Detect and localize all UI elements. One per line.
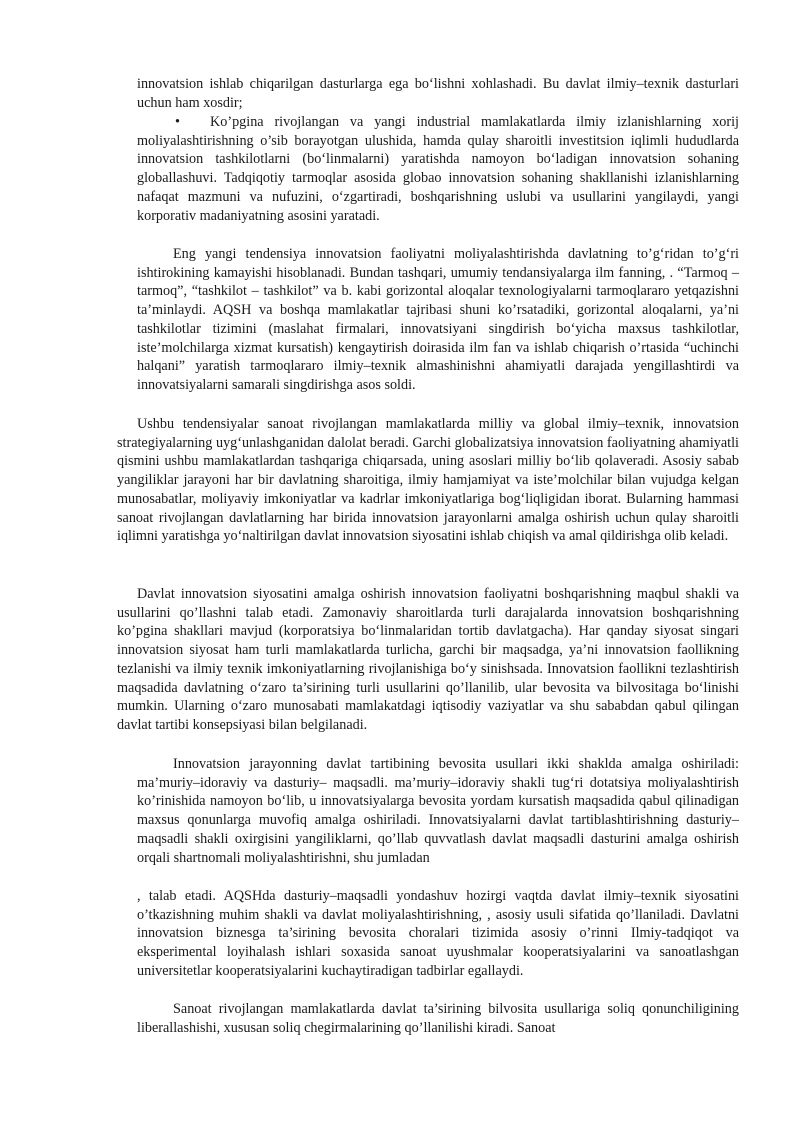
paragraph-7: , talab etadi. AQSHda dasturiy–maqsadli yondashuv hozirgi vaqtda davlat ilmiy–texnik siyosatini o’tkazishning muhim shakli va davlat moliyalashtirishning, , asosiy usuli sifatida qo’llaniladi. Davlatni innovatsion biznesga ta’sirining bevosita choralari tizimida asosiy o’rinni Ilmiy-tadqiqot va eksperimental loyihalash ishlari soxasida sanoat uyushmalar kooperatsiyalarini va sanoatlashgan universitetlar kooperatsiyalarini kuchaytiradigan tadbirlar egallaydi. — [137, 888, 739, 979]
paragraph-1: innovatsion ishlab chiqarilgan dasturlarga ega bo‘lishni xohlashadi. Bu davlat ilmiy–texnik dasturlari uchun ham xosdir; — [137, 76, 739, 111]
paragraph-5: Davlat innovatsion siyosatini amalga oshirish innovatsion faoliyatni boshqarishning maqbul shakli va usullarini qo’llashni talab etadi. Zamonaviy sharoitlarda turli darajalarda innovatsion boshqarishning ko’pgina shakllari mavjud (korporatsiya bo‘linmalaridan tortib davlatgacha). Har qanday siyosat singari innovatsion siyosat ham turli mamlakatlarda turlicha, garchi bir maqsadga, ya’ni innovatsion faollikning tezlanishi va ilmiy texnik imkoniyatlarning rivojlanishiga bo‘y sinishsada. Innovatsion faollikni tezlashtirish maqsadida davlatning o‘zaro ta’sirining turli usullarini qo’llanilib, ular bevosita va bilvositaga bo‘linishi mumkin. Ularning o‘zaro munosabati mamlakatdagi iqtisodiy vaziyatlar va shu sababdan qabul qilingan davlat tartibi konsepsiyasi bilan belgilanadi. — [117, 586, 739, 733]
paragraph-4: Ushbu tendensiyalar sanoat rivojlangan mamlakatlarda milliy va global ilmiy–texnik, innovatsion strategiyalarning uyg‘unlashganidan dalolat beradi. Garchi globalizatsiya innovatsion faoliyatning ahamiyatli qismini ushbu mamlakatlardan tashqariga chiqarsada, uning asoslari milliy bo‘lib qolaveradi. Asosiy sabab yangiliklar jarayoni har bir davlatning sharoitiga, ilmiy hamjamiyat va iste’molchilar bilan vujudga kelgan munosabatlar, moliyaviy imkoniyatlar va kadrlar imkoniyatlariga bog‘liqligidan iborat. Bularning hammasi sanoat rivojlangan davlatlarning har birida innovatsion jarayonlarni amalga oshirish uchun qulay sharoitli iqlimni yaratishga yo‘naltirilgan davlat innovatsion siyosatini ishlab chiqish va amal qildirishga olib keladi. — [117, 416, 739, 545]
paragraph-3: Eng yangi tendensiya innovatsion faoliyatni moliyalashtirishda davlatning to’g‘ridan to’g‘ri ishtirokining kamayishi hisoblanadi. Bundan tashqari, umumiy tendansiyalarga ilm fanning, . “Tarmoq – tarmoq”, “tashkilot – tashkilot” va b. kabi gorizontal aloqalar texnologiyalarni tarmoqlararo yetqazishni ta’minlaydi. AQSH va boshqa mamlakatlar tajribasi shuni ko’rsatadiki, gorizontal aloqalarni, ya’ni tashkilotlar tizimini (maslahat firmalari, innovatsiyani singdirish bo‘yicha maxsus tashkilotlar, iste’molchilarga xizmat kursatish) kengaytirish doirasida ilm fan va ishlab chiqarish o’rtasida “uchinchi halqani” yaratish tarmoqlararo ilmiy–texnik almashinishni ahamiyatli darajada yengillashtirdi va innovatsiyalarni samarali singdirishga asos soldi. — [137, 246, 739, 393]
paragraph-8: Sanoat rivojlangan mamlakatlarda davlat ta’sirining bilvosita usullariga soliq qonunchiligining liberallashishi, xususan soliq chegirmalarining qo’llanilishi kiradi. Sanoat — [137, 1001, 739, 1036]
paragraph-2-text: Ko’pgina rivojlangan va yangi industrial mamlakatlarda ilmiy izlanishlarning xorij moliyalashtirishning o’sib borayotgan ulushida, hamda qulay sharoitli investitsion iqlimli hududlarda innovatsion tashkilotlarni (bo‘linmalarni) yaratishda namoyon bo‘ladigan innovatsion sohaning globallashuvi. Tadqiqotiy tarmoqlar asosida globao innovatsion sohaning shakllanishi izlanishlarning nafaqat mazmuni va nufuzini, o‘zgartiradi, boshqarishning uslubi va usullarini yangilaydi, yangi korporativ madaniyatning asosini yaratadi. — [137, 114, 739, 224]
paragraph-2-bullet-item — [137, 113, 739, 225]
paragraph-6: Innovatsion jarayonning davlat tartibining bevosita usullari ikki shaklda amalga oshiriladi: ma’muriy–idoraviy va dasturiy– maqsadli. ma’muriy–idoraviy shakli tug‘ri dotatsiya moliyalashtirish ko’rinishida namoyon bo‘lib, u innovatsiyalarga bevosita yordam kursatish maqsadida qabul qilinadigan maxsus qonunlarga muvofiq amalga oshiriladi. Innovatsiyalarni davlat tartiblashtirishning dasturiy–maqsadli shakli oxirgisini yangiliklarni, qo’llab quvvatlash davlat maqsadli dasturini amalga oshirish orqali shartnomali moliyalashtirishni, shu jumladan — [137, 756, 739, 866]
bullet-marker: • — [175, 114, 180, 130]
